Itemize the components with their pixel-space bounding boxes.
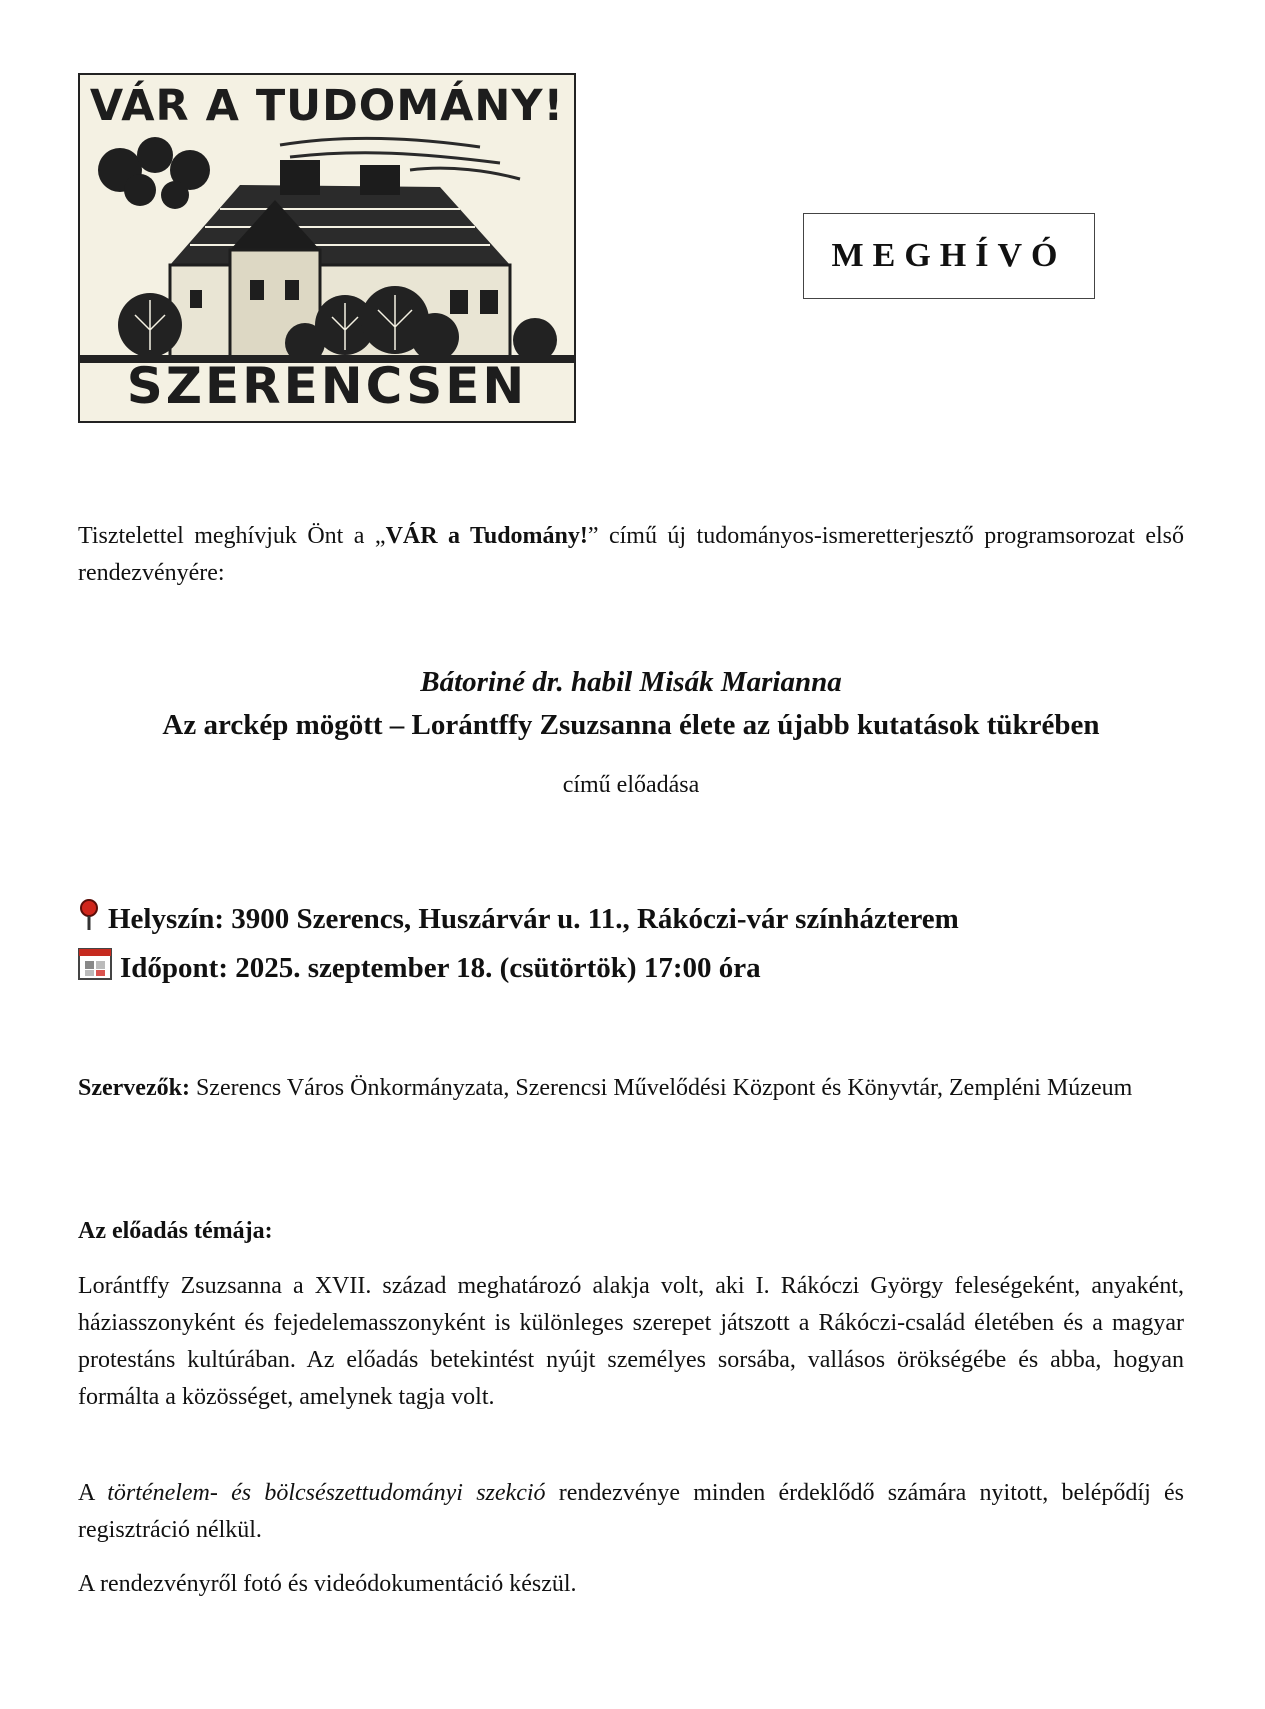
speaker-name: Bátoriné dr. habil Misák Marianna [420,666,842,698]
lecture-subtitle: című előadása [562,772,700,798]
section-name: történelem- és bölcsészettudományi szekció [107,1480,546,1506]
topic-heading: Az előadás témája: [78,1218,273,1244]
invitation-label: MEGHÍVÓ [803,213,1095,299]
time-text: Időpont: 2025. szeptember 18. (csütörtök) 17:00 óra [120,951,761,984]
intro-text-after: ” című új tudományos-ismeretterjesztő programsorozat első rendezvényére: [78,523,1184,586]
access-text-after: rendezvénye minden érdeklődő számára nyitott, belépődíj és regisztráció nélkül. [78,1480,1184,1543]
event-logo [78,73,576,423]
documentation-note: A rendezvényről fotó és videódokumentáció készül. [78,1571,577,1597]
logo-title-bottom: SZERENCSEN [126,357,528,415]
calendar-icon [78,948,112,988]
access-paragraph [78,1475,1184,1549]
location-line [78,898,959,940]
location-text: Helyszín: 3900 Szerencs, Huszárvár u. 11., Rákóczi-vár színházterem [108,902,959,935]
series-name: VÁR a Tudomány! [385,523,588,549]
organizers-list: Szerencs Város Önkormányzata, Szerencsi Művelődési Központ és Könyvtár, Zempléni Múzeum [189,1075,1133,1101]
lecture-title: Az arckép mögött – Lorántffy Zsuzsanna élete az újabb kutatások tükrében [162,709,1100,741]
topic-paragraph: Lorántffy Zsuzsanna a XVII. század meghatározó alakja volt, aki I. Rákóczi György feleségeként, anyaként, háziasszonyként és fejedelemasszonyként is különleges szerepet játszott a Rákóczi-család életében és a magyar protestáns kultúrában. Az előadás betekintést nyújt személyes sorsába, vallásos örökségébe és abba, hogyan formálta a közösséget, amelynek tagja volt. [78,1273,1184,1410]
intro-paragraph [78,518,1184,592]
intro-text-before: Tisztelettel meghívjuk Önt a „ [78,523,386,549]
organizers-label: Szervezők: [78,1075,190,1101]
organizers-paragraph [78,1070,1184,1107]
map-pin-icon [78,898,100,940]
logo-title-top: VÁR A TUDOMÁNY! [89,81,565,131]
access-text-before: A [78,1480,108,1506]
time-line [78,948,761,988]
